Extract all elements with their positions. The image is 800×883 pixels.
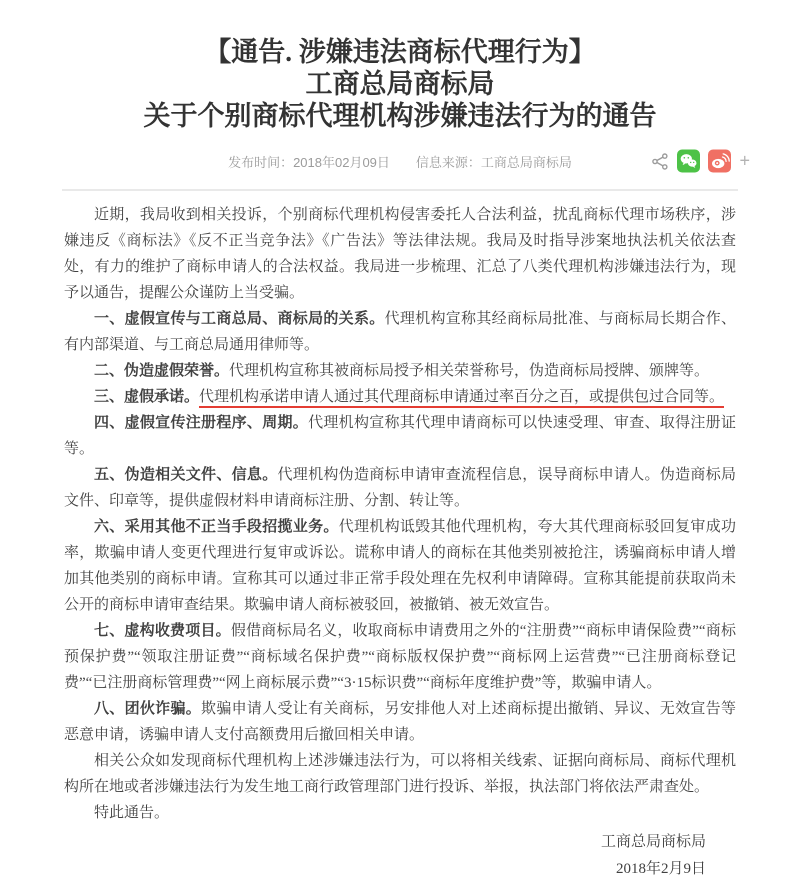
meta-row: [62, 146, 750, 176]
more-share-button[interactable]: +: [739, 150, 750, 170]
paragraph-section-5: 五、伪造相关文件、信息。代理机构伪造商标申请审查流程信息，误导商标申请人。伪造商标局文件、印章等，提供虚假材料申请商标注册、分割、转让等。: [64, 467, 736, 509]
paragraph-report-channels: 相关公众如发现商标代理机构上述涉嫌违法行为，可以将相关线索、证据向商标局、商标代理机构所在地或者涉嫌违法行为发生地工商行政管理部门进行投诉、举报，执法部门将依法严肃查处。: [64, 753, 736, 795]
page-title-line-1: 【通告. 涉嫌违法商标代理行为】: [204, 37, 596, 67]
paragraph-section-7: 七、虚构收费项目。假借商标局名义，收取商标申请费用之外的“注册费”“商标申请保险费”“商标预保护费”“领取注册证费”“商标域名保护费”“商标版权保护费”“商标网上运营费”“已注册商标登记费”“已注册商标管理费”“网上商标展示费”“3·15标识费”“商标年度维护费”等，欺骗申请人。: [64, 623, 736, 691]
paragraph-intro: 近期，我局收到相关投诉，个别商标代理机构侵害委托人合法利益，扰乱商标代理市场秩序，涉嫌违反《商标法》《反不正当竞争法》《广告法》等法律法规。我局及时指导涉案地执法机关依法查处，有力的维护了商标申请人的合法权益。我局进一步梳理、汇总了八类代理机构涉嫌违法行为，现予以通告，提醒公众谨防上当受骗。: [64, 207, 736, 301]
page-title-line-2: 工商总局商标局: [305, 69, 495, 99]
paragraph-section-8: 八、团伙诈骗。欺骗申请人受让有关商标，另安排他人对上述商标提出撤销、异议、无效宣告等恶意申请，诱骗申请人支付高额费用后撤回相关申请。: [64, 701, 736, 743]
page-title: [0, 0, 800, 132]
weibo-share-icon[interactable]: [708, 150, 731, 173]
paragraph-section-3: 三、虚假承诺。代理机构承诺申请人通过其代理商标申请通过率百分之百，或提供包过合同等。: [64, 384, 736, 410]
share-bar: [651, 150, 750, 173]
paragraph-closing: 特此通告。: [94, 805, 170, 821]
page-title-line-3: 关于个别商标代理机构涉嫌违法行为的通告: [143, 101, 657, 131]
notice-body: [64, 191, 736, 826]
paragraph-section-2: 二、伪造虚假荣誉。代理机构宣称其被商标局授予相关荣誉称号，伪造商标局授牌、颁牌等。: [94, 363, 710, 379]
wechat-share-icon[interactable]: [677, 150, 700, 173]
paragraph-section-1: 一、虚假宣传与工商总局、商标局的关系。代理机构宣称其经商标局批准、与商标局长期合作、有内部渠道、与工商总局通用律师等。: [64, 311, 736, 353]
publish-date: 发布时间：2018年02月09日: [228, 154, 390, 170]
signature-date: 2018年2月9日: [615, 861, 706, 877]
red-underlined-text: 代理机构承诺申请人通过其代理商标申请通过率百分之百，或提供包过合同等。: [199, 389, 724, 408]
share-icon[interactable]: [651, 152, 669, 170]
paragraph-section-4: 四、虚假宣传注册程序、周期。代理机构宣称其代理申请商标可以快速受理、审查、取得注册证等。: [64, 415, 736, 457]
paragraph-section-6: 六、采用其他不正当手段招揽业务。代理机构诋毁其他代理机构，夸大其代理商标驳回复审成功率，欺骗申请人变更代理进行复审或诉讼。谎称申请人的商标在其他类别被抢注，诱骗商标申请人增加其他类别的商标申请。宣称其可以通过非正常手段处理在先权利申请障碍。宣称其能提前获取尚未公开的商标申请审查结果。欺骗申请人商标被驳回，被撤销、被无效宣告。: [64, 519, 736, 613]
signature-block: [64, 829, 736, 883]
signature-org: 工商总局商标局: [600, 834, 706, 850]
info-source: 信息来源：工商总局商标局: [415, 154, 572, 170]
